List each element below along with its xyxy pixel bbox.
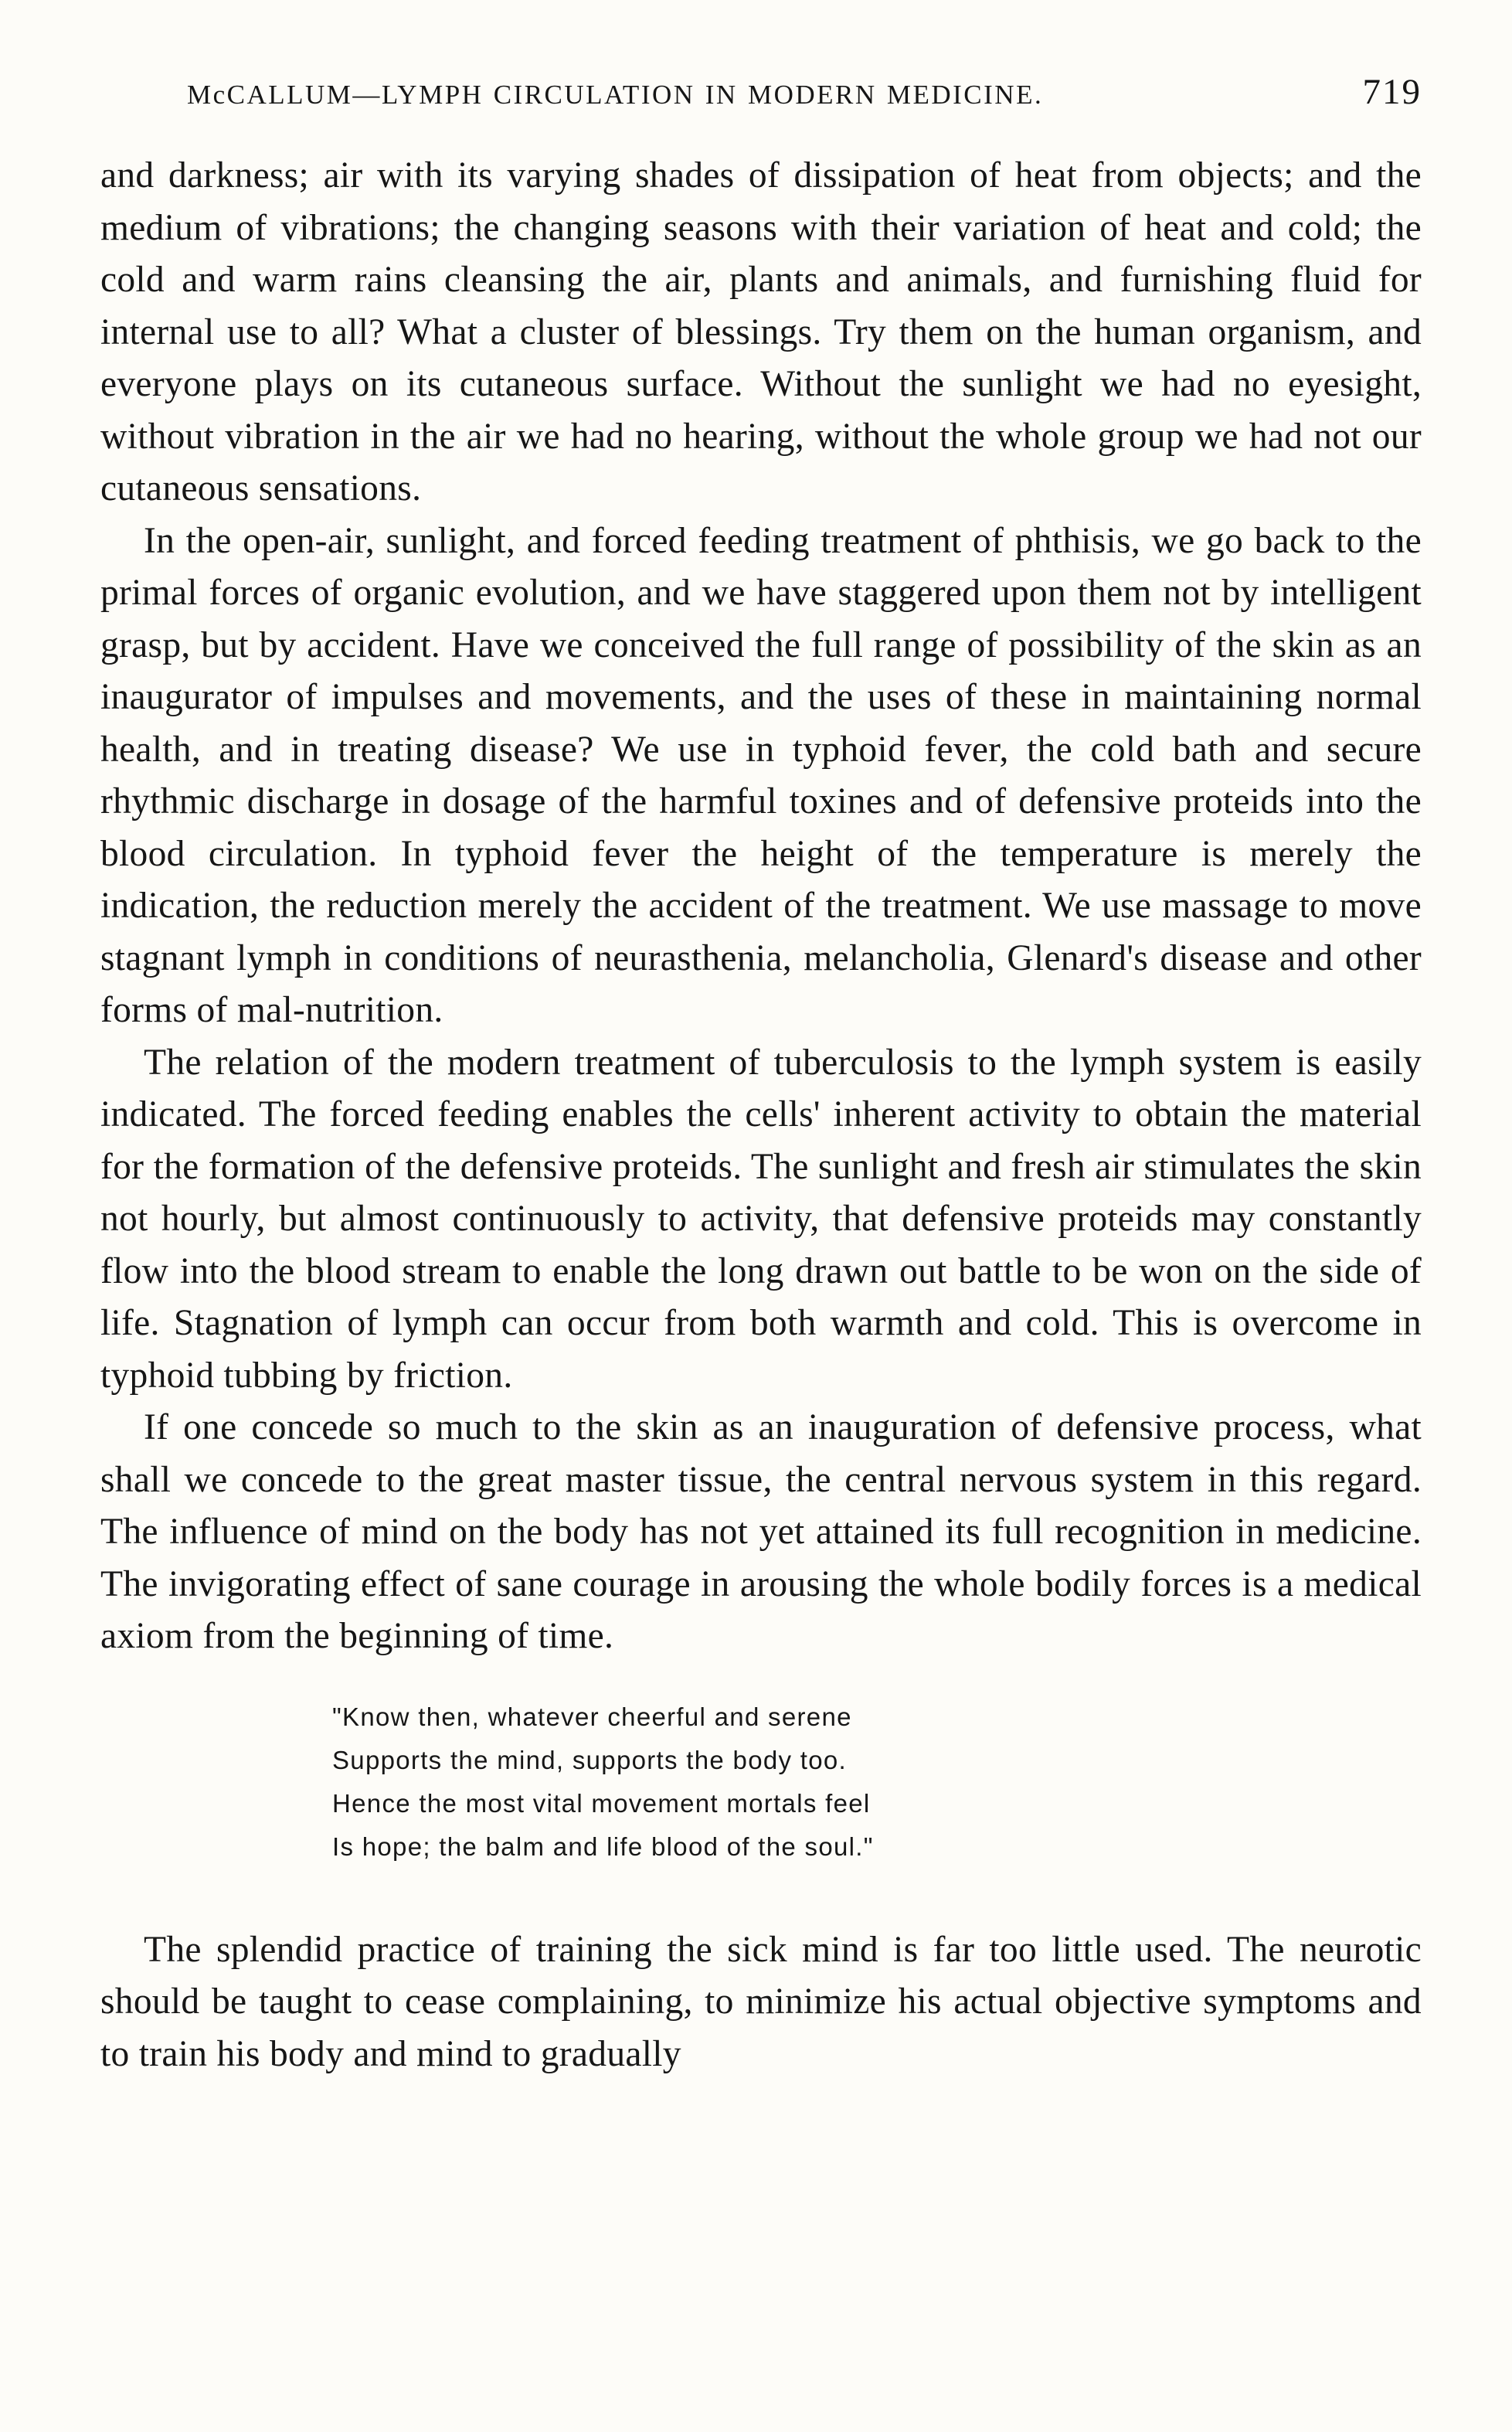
- paragraph-continued: and darkness; air with its varying shades of dissipation of heat from objects; and the medium of vibrations; the changing seasons with their variation of heat and cold; the cold and warm rains cleansing the air, plants and animals, and furnishing fluid for internal use to all? What a cluster of blessings. Try them on the human organism, and everyone plays on its cutaneous surface. Without the sunlight we had no eyesight, without vibration in the air we had no hearing, without the whole group we had not our cutaneous sensations.: [100, 155, 1422, 509]
- page-number: 719: [1362, 72, 1422, 112]
- running-head: [187, 71, 1422, 133]
- verse-line: "Know then, whatever cheerful and serene: [332, 1702, 852, 1731]
- paragraph-phthisis-treatment: In the open-air, sunlight, and forced feeding treatment of phthisis, we go back to the primal forces of organic evolution, and we have staggered upon them not by intelligent grasp, but by accident. Have we conceived the full range of possibility of the skin as an inaugurator of impulses and movements, and the uses of these in maintaining normal health, and in treating disease? We use in typhoid fever, the cold bath and secure rhythmic discharge in dosage of the harmful toxines and of defensive proteids into the blood circulation. In typhoid fever the height of the temperature is merely the indication, the reduction merely the accident of the treatment. We use massage to move stagnant lymph in conditions of neurasthenia, melancholia, Glenard's disease and other forms of mal-nutrition.: [100, 520, 1422, 1030]
- verse-quotation: [332, 1696, 1422, 1869]
- verse-line: Is hope; the balm and life blood of the soul.": [332, 1832, 874, 1861]
- running-head-title: McCALLUM—LYMPH CIRCULATION IN MODERN MEDICINE.: [187, 80, 1044, 110]
- verse-line: Hence the most vital movement mortals feel: [332, 1788, 871, 1818]
- paragraph-sick-mind: The splendid practice of training the sick mind is far too little used. The neurotic should be taught to cease complaining, to minimize his actual objective symptoms and to train his body and mind to gradually: [100, 1929, 1422, 2074]
- verse-line: Supports the mind, supports the body too.: [332, 1745, 848, 1774]
- paragraph-tuberculosis-lymph: The relation of the modern treatment of tuberculosis to the lymph system is easily indicated. The forced feeding enables the cells' inherent activity to obtain the material for the formation of the defensive proteids. The sunlight and fresh air stimulates the skin not hourly, but almost continuously to activity, that defensive proteids may constantly flow into the blood stream to enable the long drawn out battle to be won on the side of life. Stagnation of lymph can occur from both warmth and cold. This is overcome in typhoid tubbing by friction.: [100, 1042, 1422, 1396]
- paragraph-nervous-system: If one concede so much to the skin as an inauguration of defensive process, what shall we concede to the great master tissue, the central nervous system in this regard. The influence of mind on the body has not yet attained its full recognition in medicine. The invigorating effect of sane courage in arousing the whole bodily forces is a medical axiom from the beginning of time.: [100, 1407, 1422, 1656]
- document-page: [100, 71, 1422, 2080]
